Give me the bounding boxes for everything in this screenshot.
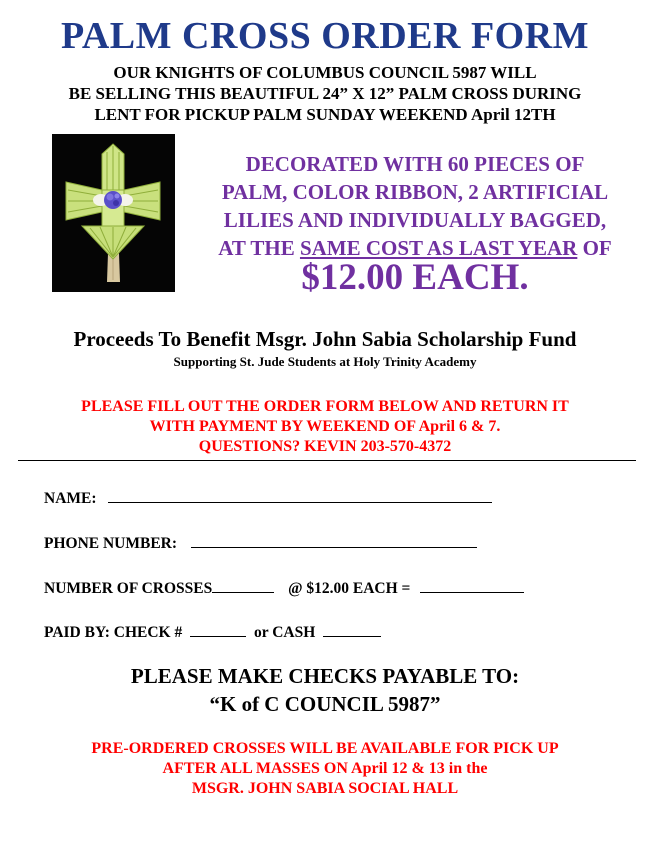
payable-line: PLEASE MAKE CHECKS PAYABLE TO: bbox=[130, 664, 520, 688]
cash-field[interactable] bbox=[323, 622, 381, 637]
pickup-text bbox=[0, 739, 650, 799]
pickup-line: MSGR. JOHN SABIA SOCIAL HALL bbox=[191, 780, 459, 797]
supporting-text: Supporting St. Jude Students at Holy Trinity Academy bbox=[173, 354, 477, 369]
price-text: $12.00 EACH. bbox=[301, 257, 529, 298]
instructions-line: QUESTIONS? KEVIN 203-570-4372 bbox=[198, 438, 452, 455]
total-amount-field[interactable] bbox=[420, 578, 524, 593]
phone-field[interactable] bbox=[191, 533, 477, 548]
instructions-line: PLEASE FILL OUT THE ORDER FORM BELOW AND RETURN IT bbox=[81, 398, 569, 415]
phone-row bbox=[44, 533, 477, 554]
paid-by-row bbox=[44, 622, 381, 643]
intro-line: OUR KNIGHTS OF COLUMBUS COUNCIL 5987 WILL bbox=[113, 63, 537, 82]
description-line: DECORATED WITH 60 PIECES OF bbox=[245, 152, 585, 176]
instructions-text bbox=[0, 397, 650, 457]
divider-line bbox=[18, 460, 636, 461]
payable-text bbox=[0, 662, 650, 718]
proceeds-heading: Proceeds To Benefit Msgr. John Sabia Scholarship Fund bbox=[73, 327, 577, 351]
description-text bbox=[180, 150, 650, 262]
palm-cross-icon bbox=[52, 134, 175, 292]
page-title: PALM CROSS ORDER FORM bbox=[60, 15, 590, 57]
or-cash-label: or CASH bbox=[253, 624, 316, 641]
crosses-quantity-field[interactable] bbox=[212, 578, 274, 593]
same-cost-text: SAME COST AS LAST YEAR bbox=[299, 236, 578, 260]
instructions-line: WITH PAYMENT BY WEEKEND OF April 6 & 7. bbox=[149, 418, 501, 435]
crosses-label: NUMBER OF CROSSES bbox=[44, 580, 213, 597]
intro-text bbox=[0, 62, 650, 125]
name-label: NAME: bbox=[44, 490, 97, 507]
pickup-line: PRE-ORDERED CROSSES WILL BE AVAILABLE FOR PICK UP bbox=[91, 740, 559, 757]
description-line: PALM, COLOR RIBBON, 2 ARTIFICIAL bbox=[221, 180, 609, 204]
intro-line: BE SELLING THIS BEAUTIFUL 24” X 12” PALM CROSS DURING bbox=[68, 84, 582, 103]
paid-by-check-label: PAID BY: CHECK # bbox=[44, 624, 183, 641]
description-cost-prefix: AT THE bbox=[218, 236, 300, 260]
each-label: @ $12.00 EACH = bbox=[288, 580, 411, 597]
phone-label: PHONE NUMBER: bbox=[44, 535, 178, 552]
name-field[interactable] bbox=[108, 488, 492, 503]
description-line: LILIES AND INDIVIDUALLY BAGGED, bbox=[223, 208, 607, 232]
check-number-field[interactable] bbox=[190, 622, 246, 637]
name-row bbox=[44, 488, 492, 509]
pickup-line: AFTER ALL MASSES ON April 12 & 13 in the bbox=[162, 760, 488, 777]
crosses-row bbox=[44, 578, 524, 599]
palm-cross-photo bbox=[52, 134, 175, 292]
payable-line: “K of C COUNCIL 5987” bbox=[209, 692, 441, 716]
intro-line: LENT FOR PICKUP PALM SUNDAY WEEKEND April 12TH bbox=[94, 105, 556, 124]
description-cost-suffix: OF bbox=[577, 236, 612, 260]
